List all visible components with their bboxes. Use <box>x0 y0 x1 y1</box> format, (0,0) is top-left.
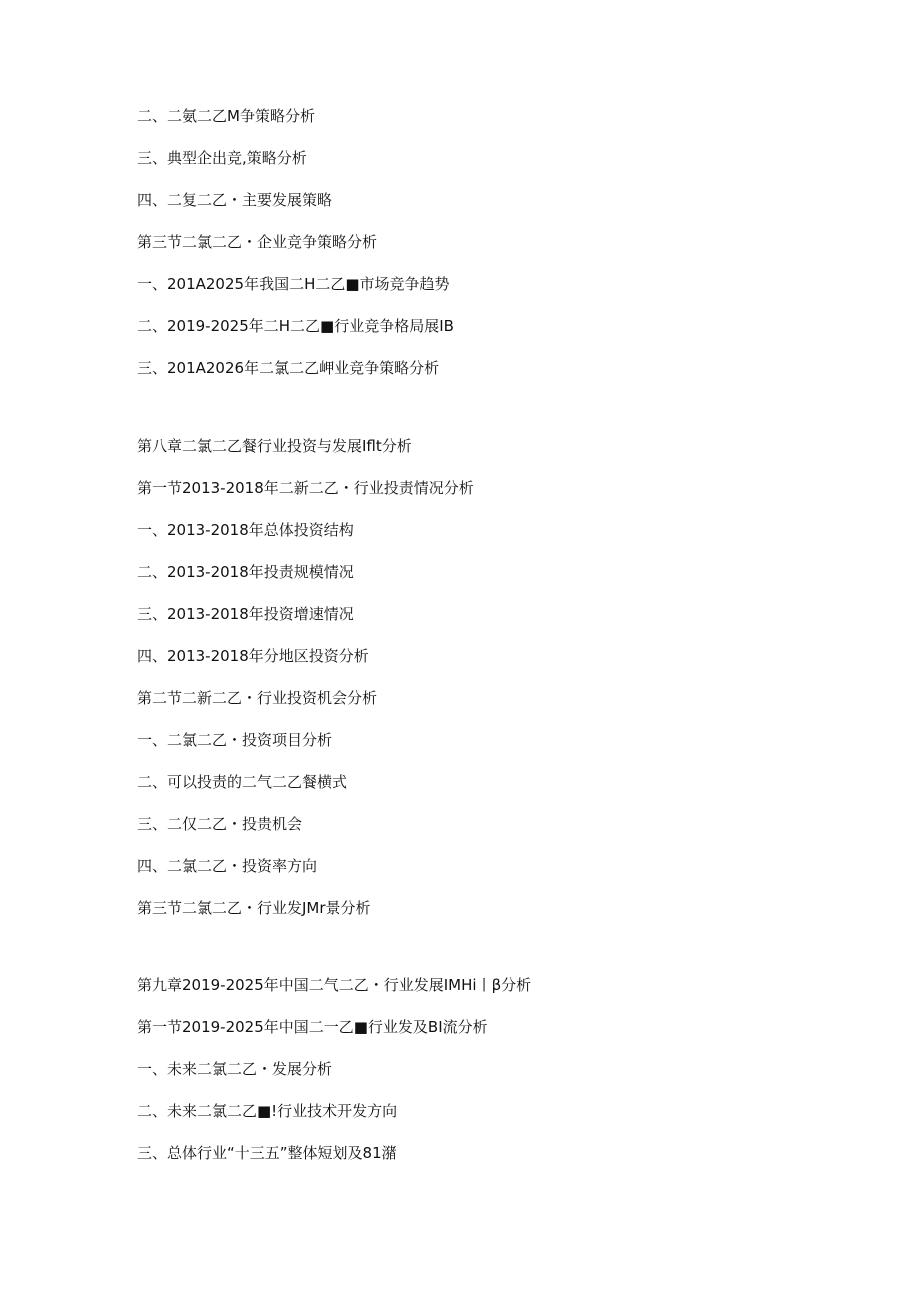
toc-line: 一、2013-2018年总体投资结构 <box>137 521 354 539</box>
toc-line: 三、典型企出竞,策略分析 <box>137 149 307 167</box>
toc-line: 四、二复二乙・主要发展策略 <box>137 191 333 209</box>
toc-line: 四、二氯二乙・投资率方向 <box>137 857 318 875</box>
toc-line: 二、二氨二乙M争策略分析 <box>137 107 315 125</box>
toc-line: 一、201A2025年我国二H二乙■市场竞争趋势 <box>137 275 450 293</box>
toc-line: 三、201A2026年二氯二乙岬业竞争策略分析 <box>137 359 440 377</box>
toc-line: 二、2013-2018年投责规模情况 <box>137 563 354 581</box>
section-heading: 第三节二氯二乙・行业发JMr景分析 <box>137 899 371 917</box>
section-heading: 第二节二新二乙・行业投资机会分析 <box>137 689 378 707</box>
toc-line: 三、二仅二乙・投贵机会 <box>137 815 303 833</box>
toc-line: 一、未来二氯二乙・发展分析 <box>137 1060 333 1078</box>
section-heading: 第一节2019-2025年中国二一乙■行业发及BI流分析 <box>137 1018 488 1036</box>
chapter-heading: 第八章二氯二乙餐行业投资与发展Iflt分析 <box>137 437 412 455</box>
section-heading: 第三节二氯二乙・企业竞争策略分析 <box>137 233 378 251</box>
toc-line: 三、2013-2018年投资增速情况 <box>137 605 354 623</box>
section-heading: 第一节2013-2018年二新二乙・行业投责情况分析 <box>137 479 474 497</box>
toc-line: 三、总体行业“十三五”整体短划及81潴 <box>137 1144 397 1162</box>
toc-line: 四、2013-2018年分地区投资分析 <box>137 647 369 665</box>
toc-line: 二、未来二氯二乙■!行业技术开发方向 <box>137 1102 398 1120</box>
toc-line: 二、可以投责的二气二乙餐横式 <box>137 773 348 791</box>
chapter-heading: 第九章2019-2025年中国二气二乙・行业发展IMHi丨β分析 <box>137 976 532 994</box>
toc-line: 二、2019-2025年二H二乙■行业竞争格局展IB <box>137 317 454 335</box>
toc-line: 一、二氯二乙・投资项目分析 <box>137 731 333 749</box>
